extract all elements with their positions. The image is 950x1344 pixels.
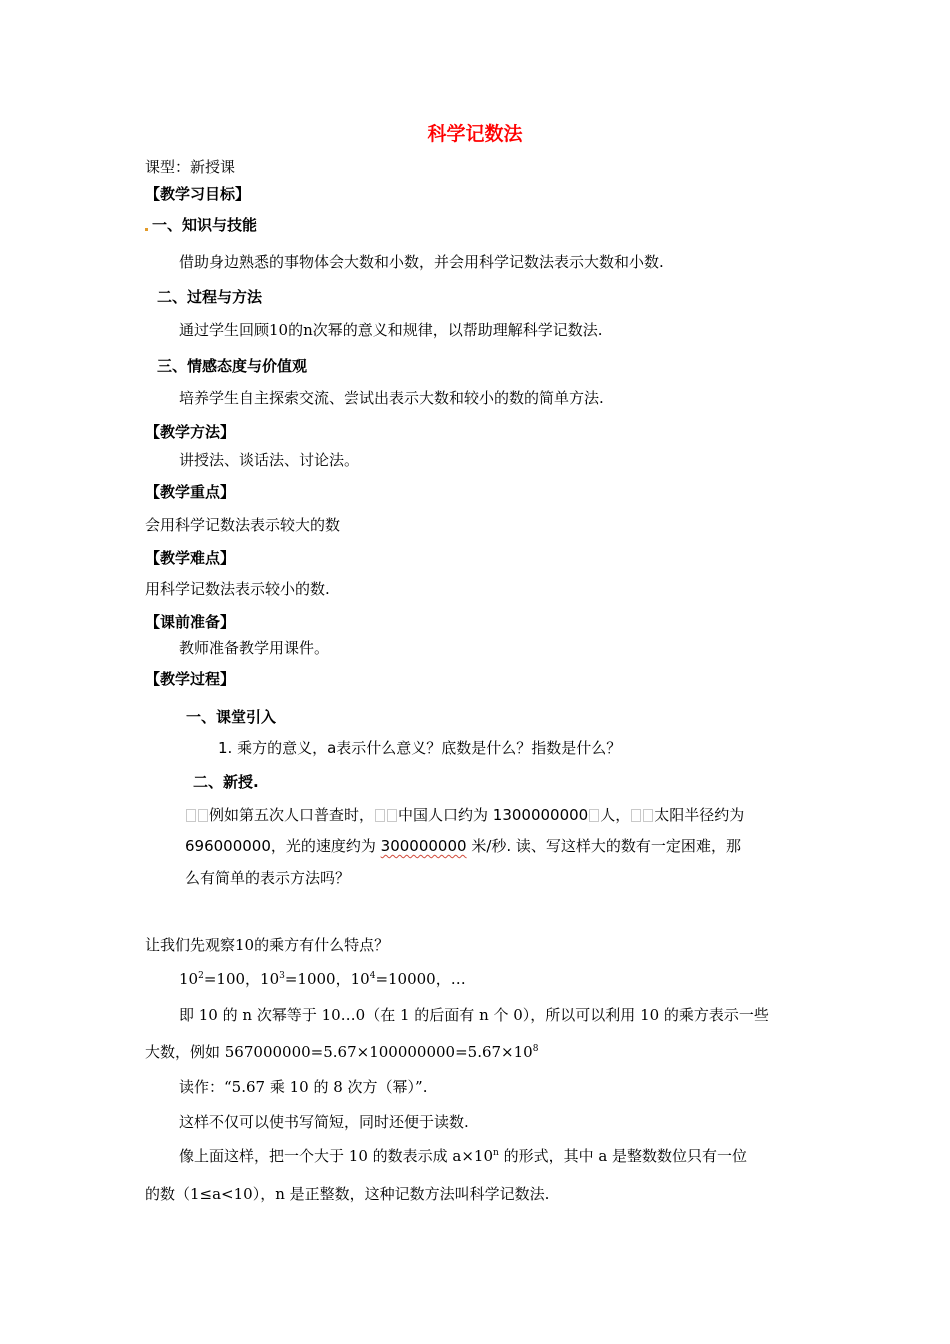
- course-type: 课型：新授课: [145, 158, 236, 176]
- power-exponent: 2: [198, 971, 204, 981]
- power-value: =10000，…: [375, 970, 466, 988]
- process-heading: 【教学过程】: [145, 670, 236, 688]
- placeholder-glyph: [186, 809, 196, 822]
- placeholder-glyph: [643, 809, 653, 822]
- power-base: 10: [179, 970, 199, 988]
- bullet-dot: [145, 228, 148, 231]
- objective-3-text: 培养学生自主探索交流、尝试出表示大数和较小的数的简单方法.: [179, 389, 604, 407]
- powers-line: [179, 969, 466, 989]
- power-value: =100，: [203, 970, 261, 988]
- example-equation: 大数，例如 567000000=5.67×100000000=5.67×10: [145, 1043, 533, 1061]
- example-part-a: 例如第五次人口普查时，: [209, 806, 375, 824]
- objective-2-text: 通过学生回顾10的n次幂的意义和规律，以帮助理解科学记数法.: [179, 321, 603, 339]
- objective-3-heading: 三、情感态度与价值观: [157, 357, 308, 375]
- method-text: 讲授法、谈话法、讨论法。: [179, 451, 360, 469]
- intro-question: 1. 乘方的意义，a表示什么意义？底数是什么？指数是什么？: [218, 739, 622, 757]
- preparation-heading: 【课前准备】: [145, 613, 236, 631]
- power-base: 10: [260, 970, 280, 988]
- placeholder-glyph: [387, 809, 397, 822]
- example-part-b: 中国人口约为 1300000000: [398, 806, 589, 824]
- definition-part-a: 像上面这样，把一个大于 10 的数表示成 a×10: [179, 1147, 493, 1165]
- reading-text: 读作：“5.67 乘 10 的 8 次方（幂）”.: [179, 1078, 428, 1096]
- speed-value: 300000000: [380, 837, 467, 855]
- equation-exponent: 8: [532, 1044, 539, 1054]
- power-exponent: 4: [369, 971, 376, 981]
- power-value: =1000，: [284, 970, 351, 988]
- key-point-text: 会用科学记数法表示较大的数: [145, 516, 341, 534]
- power-exponent: 3: [279, 971, 285, 981]
- observe-text: 让我们先观察10的乘方有什么特点？: [145, 936, 390, 954]
- example-part-c: 人，: [600, 806, 631, 824]
- definition-part-b: 的形式，其中 a 是整数数位只有一位: [498, 1147, 748, 1165]
- definition-exponent: n: [493, 1148, 499, 1158]
- example-line-3: 么有简单的表示方法吗？: [185, 869, 351, 887]
- example-part-d: 太阳半径约为: [654, 806, 745, 824]
- example-line-2: [185, 836, 741, 856]
- example-line-1: [185, 805, 744, 825]
- difficulty-text: 用科学记数法表示较小的数.: [145, 580, 330, 598]
- placeholder-glyph: [198, 809, 208, 822]
- power-base: 10: [350, 970, 370, 988]
- page-title: 科学记数法: [427, 123, 523, 145]
- method-heading: 【教学方法】: [145, 423, 236, 441]
- definition-line-2: 的数（1≤a<10），n 是正整数，这种记数方法叫科学记数法.: [145, 1185, 550, 1203]
- placeholder-glyph: [589, 809, 599, 822]
- objective-2-heading: 二、过程与方法: [157, 288, 263, 306]
- n-power-line-2: [145, 1042, 538, 1062]
- objective-1-heading: 一、知识与技能: [152, 216, 258, 234]
- key-point-heading: 【教学重点】: [145, 483, 236, 501]
- preparation-text: 教师准备教学用课件。: [179, 639, 330, 657]
- placeholder-glyph: [631, 809, 641, 822]
- n-power-line-1: 即 10 的 n 次幂等于 10…0（在 1 的后面有 n 个 0），所以可以利用 10 的乘方表示一些: [179, 1006, 769, 1024]
- example-part-e: 696000000，光的速度约为: [185, 837, 381, 855]
- placeholder-glyph: [375, 809, 385, 822]
- objective-1-text: 借助身边熟悉的事物体会大数和小数，并会用科学记数法表示大数和小数.: [179, 253, 664, 271]
- definition-line-1: [179, 1146, 747, 1166]
- new-lesson-heading: 二、新授.: [193, 773, 259, 791]
- objectives-heading: 【教学习目标】: [145, 185, 251, 203]
- difficulty-heading: 【教学难点】: [145, 549, 236, 567]
- example-part-g: 米/秒. 读、写这样大的数有一定困难，那: [466, 837, 741, 855]
- benefit-text: 这样不仅可以使书写简短，同时还便于读数.: [179, 1113, 469, 1131]
- intro-heading: 一、课堂引入: [186, 708, 277, 726]
